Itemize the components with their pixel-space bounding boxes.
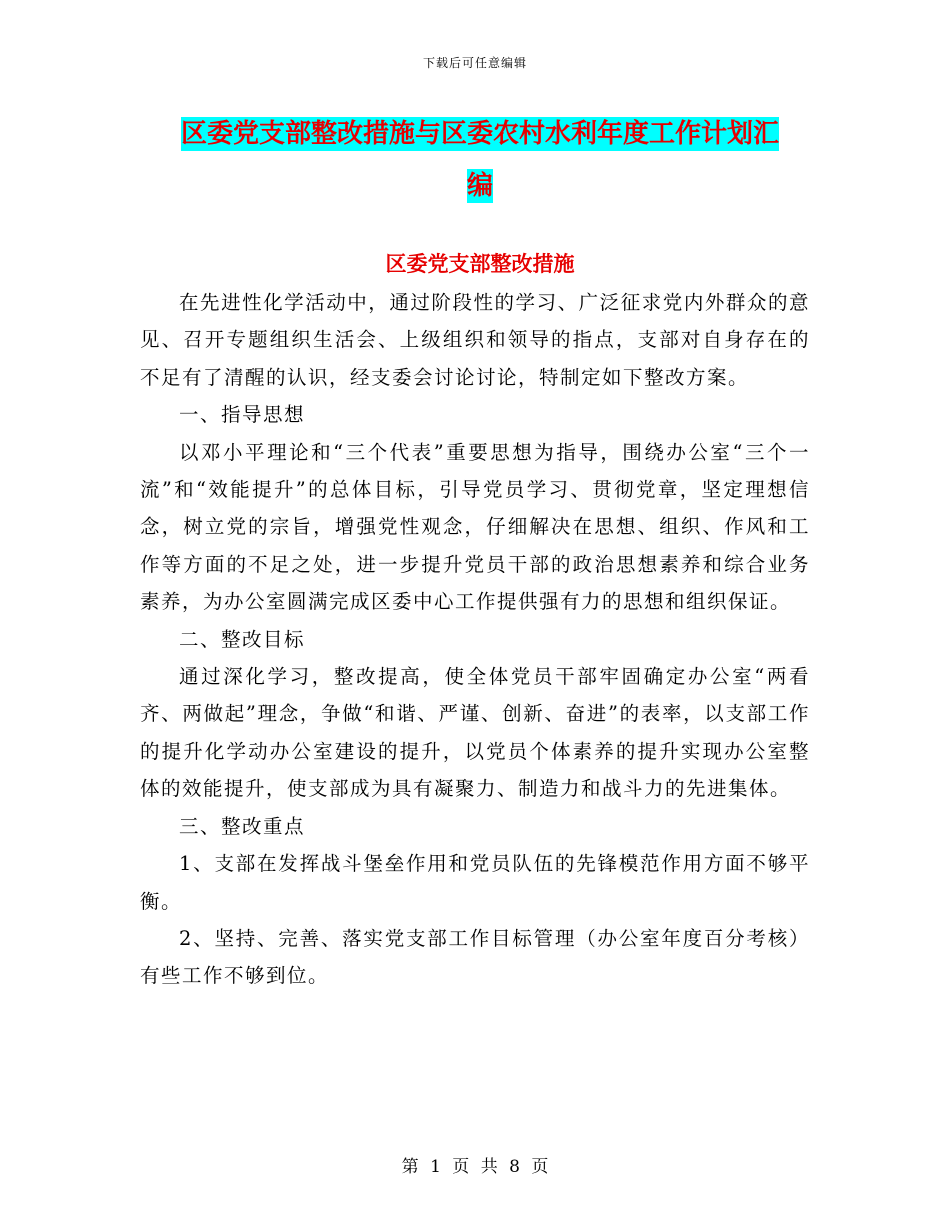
title-line-2: 编 bbox=[466, 171, 493, 201]
paragraph-guiding-thought: 以邓小平理论和“三个代表”重要思想为指导，围绕办公室“三个一流”和“效能提升”的总体目标，引导党员学习、贯彻党章，坚定理想信念，树立党的宗旨，增强党性观念，仔细解决在思想、组织、作风和工作等方面的不足之处，进一步提升党员干部的政治思想素养和综合业务素养，为办公室圆满完成区委中心工作提供强有力的思想和组织保证。 bbox=[140, 440, 810, 614]
heading-rectification-goal: 二、整改目标 bbox=[179, 627, 306, 651]
section-title: 区委党支部整改措施 bbox=[385, 251, 575, 276]
document-title bbox=[140, 108, 820, 212]
page-footer: 第 1 页 共 8 页 bbox=[401, 1157, 549, 1177]
header-note: 下载后可任意编辑 bbox=[422, 56, 527, 70]
paragraph-rectification-goal: 通过深化学习，整改提高，使全体党员干部牢固确定办公室“两看齐、两做起”理念，争做“和谐、严谨、创新、奋进”的表率，以支部工作的提升化学动办公室建设的提升，以党员个体素养的提升实现办公室整体的效能提升，使支部成为具有凝聚力、制造力和战斗力的先进集体。 bbox=[140, 665, 810, 801]
heading-rectification-focus: 三、整改重点 bbox=[179, 814, 306, 838]
paragraph-focus-item-2: 2、坚持、完善、落实党支部工作目标管理（办公室年度百分考核）有些工作不够到位。 bbox=[140, 926, 810, 988]
paragraph-focus-item-1: 1、支部在发挥战斗堡垒作用和党员队伍的先锋模范作用方面不够平衡。 bbox=[140, 852, 810, 913]
title-line-1: 区委党支部整改措施与区委农村水利年度工作计划汇 bbox=[180, 119, 779, 149]
heading-guiding-thought: 一、指导思想 bbox=[179, 403, 306, 427]
document-body bbox=[140, 284, 810, 995]
paragraph-intro: 在先进性化学活动中，通过阶段性的学习、广泛征求党内外群众的意见、召开专题组织生活会、上级组织和领导的指点，支部对自身存在的不足有了清醒的认识，经支委会讨论讨论，特制定如下整改方案。 bbox=[140, 291, 810, 389]
